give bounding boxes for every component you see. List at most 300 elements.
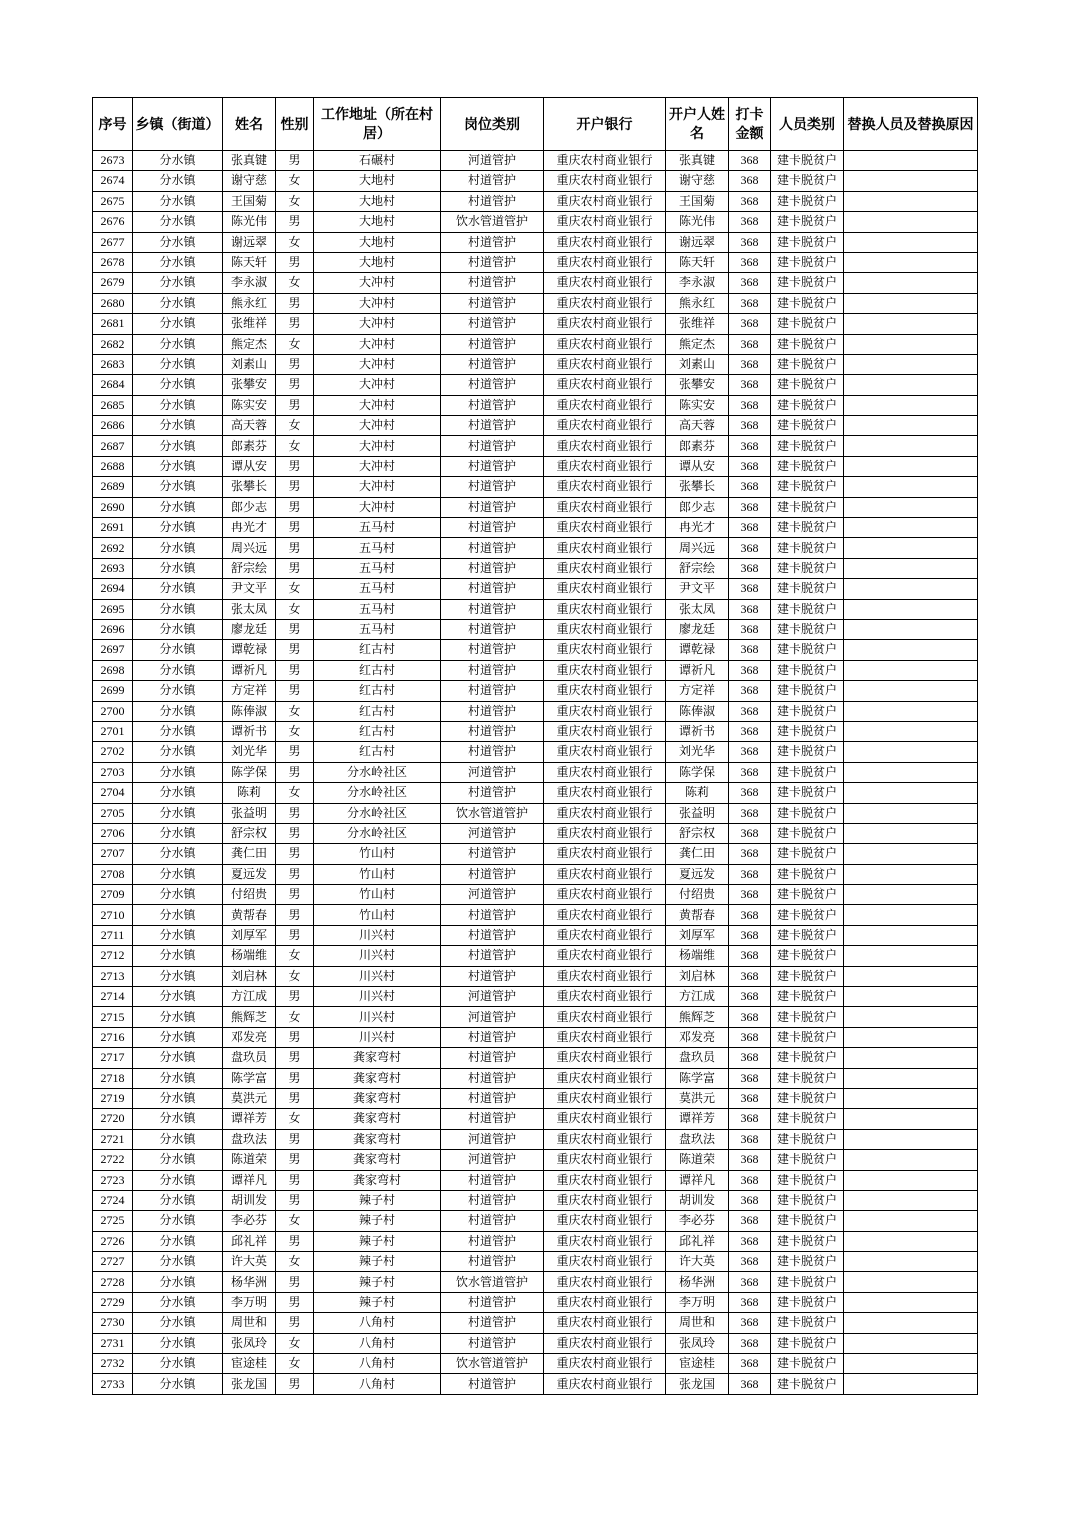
cell-serial: 2712 <box>93 946 133 966</box>
cell-gender: 男 <box>276 1027 314 1047</box>
table-row <box>93 293 978 313</box>
cell-township: 分水镇 <box>133 925 223 945</box>
cell-account-holder: 舒宗权 <box>666 823 729 843</box>
cell-job-category: 村道管护 <box>441 1252 544 1272</box>
cell-village: 竹山村 <box>314 844 441 864</box>
cell-job-category: 村道管护 <box>441 538 544 558</box>
cell-serial: 2718 <box>93 1068 133 1088</box>
cell-account-holder: 郎素芬 <box>666 436 729 456</box>
cell-serial: 2721 <box>93 1129 133 1149</box>
cell-township: 分水镇 <box>133 1333 223 1353</box>
cell-amount: 368 <box>729 1252 771 1272</box>
cell-replacement <box>844 946 978 966</box>
cell-township: 分水镇 <box>133 456 223 476</box>
cell-job-category: 村道管护 <box>441 660 544 680</box>
cell-bank: 重庆农村商业银行 <box>544 273 666 293</box>
cell-gender: 男 <box>276 1129 314 1149</box>
cell-village: 大冲村 <box>314 497 441 517</box>
cell-gender: 男 <box>276 762 314 782</box>
cell-serial: 2708 <box>93 864 133 884</box>
cell-name: 黄帮春 <box>223 905 276 925</box>
cell-person-category: 建卡脱贫户 <box>771 579 844 599</box>
cell-name: 张益明 <box>223 803 276 823</box>
cell-gender: 男 <box>276 1313 314 1333</box>
cell-amount: 368 <box>729 151 771 171</box>
cell-bank: 重庆农村商业银行 <box>544 314 666 334</box>
cell-job-category: 村道管护 <box>441 354 544 374</box>
cell-bank: 重庆农村商业银行 <box>544 395 666 415</box>
cell-name: 方江成 <box>223 987 276 1007</box>
cell-replacement <box>844 273 978 293</box>
cell-bank: 重庆农村商业银行 <box>544 681 666 701</box>
cell-name: 陈道荣 <box>223 1150 276 1170</box>
cell-serial: 2717 <box>93 1048 133 1068</box>
cell-township: 分水镇 <box>133 987 223 1007</box>
cell-person-category: 建卡脱贫户 <box>771 966 844 986</box>
cell-serial: 2679 <box>93 273 133 293</box>
cell-account-holder: 方定祥 <box>666 681 729 701</box>
table-row <box>93 762 978 782</box>
cell-village: 大地村 <box>314 252 441 272</box>
cell-gender: 男 <box>276 640 314 660</box>
cell-village: 八角村 <box>314 1313 441 1333</box>
table-row <box>93 212 978 232</box>
cell-serial: 2697 <box>93 640 133 660</box>
cell-account-holder: 冉光才 <box>666 518 729 538</box>
cell-replacement <box>844 1313 978 1333</box>
cell-amount: 368 <box>729 1109 771 1129</box>
cell-account-holder: 刘厚军 <box>666 925 729 945</box>
cell-bank: 重庆农村商业银行 <box>544 599 666 619</box>
cell-replacement <box>844 681 978 701</box>
cell-name: 胡训发 <box>223 1190 276 1210</box>
table-row <box>93 619 978 639</box>
cell-replacement <box>844 1292 978 1312</box>
cell-township: 分水镇 <box>133 151 223 171</box>
cell-township: 分水镇 <box>133 477 223 497</box>
cell-amount: 368 <box>729 1170 771 1190</box>
cell-gender: 男 <box>276 558 314 578</box>
cell-amount: 368 <box>729 232 771 252</box>
cell-name: 李必芬 <box>223 1211 276 1231</box>
cell-township: 分水镇 <box>133 823 223 843</box>
cell-serial: 2695 <box>93 599 133 619</box>
cell-person-category: 建卡脱贫户 <box>771 1333 844 1353</box>
cell-person-category: 建卡脱贫户 <box>771 619 844 639</box>
cell-village: 川兴村 <box>314 1027 441 1047</box>
cell-account-holder: 张真键 <box>666 151 729 171</box>
cell-village: 大地村 <box>314 232 441 252</box>
cell-person-category: 建卡脱贫户 <box>771 1129 844 1149</box>
cell-job-category: 村道管护 <box>441 1068 544 1088</box>
cell-amount: 368 <box>729 395 771 415</box>
cell-job-category: 村道管护 <box>441 477 544 497</box>
cell-replacement <box>844 823 978 843</box>
cell-amount: 368 <box>729 721 771 741</box>
cell-replacement <box>844 538 978 558</box>
cell-job-category: 河道管护 <box>441 151 544 171</box>
table-row <box>93 925 978 945</box>
cell-amount: 368 <box>729 742 771 762</box>
cell-township: 分水镇 <box>133 538 223 558</box>
cell-serial: 2705 <box>93 803 133 823</box>
cell-serial: 2724 <box>93 1190 133 1210</box>
cell-replacement <box>844 191 978 211</box>
cell-account-holder: 陈实安 <box>666 395 729 415</box>
cell-village: 川兴村 <box>314 925 441 945</box>
cell-gender: 女 <box>276 334 314 354</box>
cell-serial: 2687 <box>93 436 133 456</box>
table-row <box>93 1068 978 1088</box>
cell-account-holder: 莫洪元 <box>666 1088 729 1108</box>
cell-serial: 2693 <box>93 558 133 578</box>
cell-gender: 男 <box>276 314 314 334</box>
cell-gender: 男 <box>276 538 314 558</box>
cell-township: 分水镇 <box>133 599 223 619</box>
cell-replacement <box>844 334 978 354</box>
cell-amount: 368 <box>729 1231 771 1251</box>
cell-bank: 重庆农村商业银行 <box>544 701 666 721</box>
cell-name: 谭乾禄 <box>223 640 276 660</box>
cell-account-holder: 周世和 <box>666 1313 729 1333</box>
cell-bank: 重庆农村商业银行 <box>544 171 666 191</box>
cell-township: 分水镇 <box>133 334 223 354</box>
cell-village: 大冲村 <box>314 395 441 415</box>
cell-village: 红古村 <box>314 701 441 721</box>
cell-account-holder: 邓发亮 <box>666 1027 729 1047</box>
cell-village: 龚家弯村 <box>314 1109 441 1129</box>
cell-name: 郎少志 <box>223 497 276 517</box>
cell-gender: 男 <box>276 1231 314 1251</box>
cell-job-category: 村道管护 <box>441 864 544 884</box>
cell-serial: 2709 <box>93 885 133 905</box>
cell-replacement <box>844 354 978 374</box>
table-row <box>93 681 978 701</box>
cell-township: 分水镇 <box>133 1068 223 1088</box>
cell-township: 分水镇 <box>133 232 223 252</box>
cell-bank: 重庆农村商业银行 <box>544 905 666 925</box>
cell-person-category: 建卡脱贫户 <box>771 885 844 905</box>
cell-bank: 重庆农村商业银行 <box>544 660 666 680</box>
cell-amount: 368 <box>729 1292 771 1312</box>
cell-replacement <box>844 1252 978 1272</box>
cell-amount: 368 <box>729 1190 771 1210</box>
table-row <box>93 1088 978 1108</box>
cell-job-category: 村道管护 <box>441 619 544 639</box>
cell-replacement <box>844 395 978 415</box>
cell-gender: 男 <box>276 1374 314 1394</box>
cell-gender: 男 <box>276 1190 314 1210</box>
cell-replacement <box>844 742 978 762</box>
cell-bank: 重庆农村商业银行 <box>544 518 666 538</box>
cell-township: 分水镇 <box>133 212 223 232</box>
cell-serial: 2699 <box>93 681 133 701</box>
cell-account-holder: 谭祈书 <box>666 721 729 741</box>
cell-gender: 男 <box>276 803 314 823</box>
cell-amount: 368 <box>729 1027 771 1047</box>
table-row <box>93 721 978 741</box>
cell-bank: 重庆农村商业银行 <box>544 497 666 517</box>
cell-bank: 重庆农村商业银行 <box>544 987 666 1007</box>
cell-account-holder: 张维祥 <box>666 314 729 334</box>
cell-township: 分水镇 <box>133 885 223 905</box>
cell-bank: 重庆农村商业银行 <box>544 334 666 354</box>
cell-replacement <box>844 1170 978 1190</box>
cell-gender: 男 <box>276 905 314 925</box>
table-row <box>93 905 978 925</box>
cell-village: 大地村 <box>314 191 441 211</box>
cell-job-category: 村道管护 <box>441 579 544 599</box>
cell-account-holder: 邱礼祥 <box>666 1231 729 1251</box>
cell-account-holder: 刘素山 <box>666 354 729 374</box>
cell-amount: 368 <box>729 477 771 497</box>
cell-township: 分水镇 <box>133 273 223 293</box>
cell-amount: 368 <box>729 681 771 701</box>
table-row <box>93 354 978 374</box>
cell-person-category: 建卡脱贫户 <box>771 1292 844 1312</box>
cell-job-category: 村道管护 <box>441 1170 544 1190</box>
cell-account-holder: 廖龙廷 <box>666 619 729 639</box>
cell-name: 陈学富 <box>223 1068 276 1088</box>
table-row <box>93 497 978 517</box>
cell-name: 熊定杰 <box>223 334 276 354</box>
cell-job-category: 河道管护 <box>441 1007 544 1027</box>
cell-bank: 重庆农村商业银行 <box>544 742 666 762</box>
cell-account-holder: 谢守慈 <box>666 171 729 191</box>
cell-amount: 368 <box>729 456 771 476</box>
cell-gender: 女 <box>276 436 314 456</box>
cell-township: 分水镇 <box>133 293 223 313</box>
cell-bank: 重庆农村商业银行 <box>544 1068 666 1088</box>
cell-amount: 368 <box>729 925 771 945</box>
cell-job-category: 村道管护 <box>441 518 544 538</box>
cell-village: 龚家弯村 <box>314 1048 441 1068</box>
cell-village: 石碾村 <box>314 151 441 171</box>
cell-village: 大冲村 <box>314 375 441 395</box>
cell-gender: 男 <box>276 252 314 272</box>
cell-account-holder: 夏远发 <box>666 864 729 884</box>
cell-bank: 重庆农村商业银行 <box>544 1272 666 1292</box>
cell-job-category: 村道管护 <box>441 925 544 945</box>
cell-job-category: 河道管护 <box>441 762 544 782</box>
cell-account-holder: 许大英 <box>666 1252 729 1272</box>
cell-job-category: 村道管护 <box>441 844 544 864</box>
cell-person-category: 建卡脱贫户 <box>771 864 844 884</box>
cell-person-category: 建卡脱贫户 <box>771 701 844 721</box>
cell-serial: 2674 <box>93 171 133 191</box>
cell-gender: 男 <box>276 375 314 395</box>
cell-job-category: 村道管护 <box>441 416 544 436</box>
cell-job-category: 村道管护 <box>441 1313 544 1333</box>
cell-bank: 重庆农村商业银行 <box>544 579 666 599</box>
cell-name: 邓发亮 <box>223 1027 276 1047</box>
cell-village: 辣子村 <box>314 1272 441 1292</box>
cell-township: 分水镇 <box>133 1048 223 1068</box>
cell-person-category: 建卡脱贫户 <box>771 232 844 252</box>
cell-village: 红古村 <box>314 640 441 660</box>
cell-account-holder: 高天蓉 <box>666 416 729 436</box>
table-row <box>93 987 978 1007</box>
cell-bank: 重庆农村商业银行 <box>544 1129 666 1149</box>
cell-township: 分水镇 <box>133 762 223 782</box>
cell-job-category: 饮水管道管护 <box>441 803 544 823</box>
cell-gender: 女 <box>276 1333 314 1353</box>
cell-person-category: 建卡脱贫户 <box>771 314 844 334</box>
cell-serial: 2696 <box>93 619 133 639</box>
cell-serial: 2730 <box>93 1313 133 1333</box>
cell-bank: 重庆农村商业银行 <box>544 619 666 639</box>
cell-account-holder: 陈道荣 <box>666 1150 729 1170</box>
cell-serial: 2711 <box>93 925 133 945</box>
cell-township: 分水镇 <box>133 1354 223 1374</box>
cell-person-category: 建卡脱贫户 <box>771 1170 844 1190</box>
cell-job-category: 村道管护 <box>441 1374 544 1394</box>
cell-village: 大冲村 <box>314 273 441 293</box>
cell-replacement <box>844 314 978 334</box>
cell-person-category: 建卡脱贫户 <box>771 1027 844 1047</box>
cell-account-holder: 熊辉芝 <box>666 1007 729 1027</box>
table-row <box>93 1150 978 1170</box>
cell-bank: 重庆农村商业银行 <box>544 538 666 558</box>
table-row <box>93 1272 978 1292</box>
cell-job-category: 村道管护 <box>441 334 544 354</box>
table-row <box>93 1374 978 1394</box>
cell-serial: 2690 <box>93 497 133 517</box>
cell-name: 许大英 <box>223 1252 276 1272</box>
cell-gender: 女 <box>276 1109 314 1129</box>
table-row <box>93 660 978 680</box>
cell-person-category: 建卡脱贫户 <box>771 1109 844 1129</box>
cell-township: 分水镇 <box>133 1231 223 1251</box>
cell-job-category: 村道管护 <box>441 375 544 395</box>
cell-replacement <box>844 579 978 599</box>
cell-serial: 2729 <box>93 1292 133 1312</box>
cell-job-category: 河道管护 <box>441 823 544 843</box>
cell-village: 分水岭社区 <box>314 762 441 782</box>
cell-serial: 2685 <box>93 395 133 415</box>
cell-name: 莫洪元 <box>223 1088 276 1108</box>
cell-bank: 重庆农村商业银行 <box>544 1211 666 1231</box>
cell-amount: 368 <box>729 1129 771 1149</box>
cell-bank: 重庆农村商业银行 <box>544 1088 666 1108</box>
cell-name: 夏远发 <box>223 864 276 884</box>
cell-replacement <box>844 721 978 741</box>
cell-gender: 男 <box>276 987 314 1007</box>
cell-person-category: 建卡脱贫户 <box>771 783 844 803</box>
cell-gender: 女 <box>276 946 314 966</box>
cell-replacement <box>844 1354 978 1374</box>
cell-person-category: 建卡脱贫户 <box>771 497 844 517</box>
cell-township: 分水镇 <box>133 252 223 272</box>
cell-village: 龚家弯村 <box>314 1170 441 1190</box>
header-account-holder: 开户人姓名 <box>666 98 729 151</box>
cell-account-holder: 李必芬 <box>666 1211 729 1231</box>
cell-serial: 2713 <box>93 966 133 986</box>
cell-name: 刘启林 <box>223 966 276 986</box>
cell-serial: 2678 <box>93 252 133 272</box>
cell-name: 谭从安 <box>223 456 276 476</box>
cell-name: 张太凤 <box>223 599 276 619</box>
cell-township: 分水镇 <box>133 1211 223 1231</box>
cell-job-category: 村道管护 <box>441 905 544 925</box>
table-row <box>93 538 978 558</box>
cell-bank: 重庆农村商业银行 <box>544 844 666 864</box>
cell-village: 大冲村 <box>314 416 441 436</box>
cell-gender: 女 <box>276 721 314 741</box>
cell-township: 分水镇 <box>133 354 223 374</box>
cell-amount: 368 <box>729 1374 771 1394</box>
cell-bank: 重庆农村商业银行 <box>544 1374 666 1394</box>
cell-account-holder: 谭乾禄 <box>666 640 729 660</box>
cell-replacement <box>844 1374 978 1394</box>
cell-serial: 2731 <box>93 1333 133 1353</box>
cell-gender: 女 <box>276 579 314 599</box>
cell-name: 陈光伟 <box>223 212 276 232</box>
cell-replacement <box>844 1129 978 1149</box>
cell-amount: 368 <box>729 252 771 272</box>
cell-job-category: 村道管护 <box>441 293 544 313</box>
cell-gender: 男 <box>276 1150 314 1170</box>
cell-serial: 2725 <box>93 1211 133 1231</box>
table-row <box>93 171 978 191</box>
cell-village: 辣子村 <box>314 1190 441 1210</box>
cell-bank: 重庆农村商业银行 <box>544 1333 666 1353</box>
table-row <box>93 232 978 252</box>
table-row <box>93 1354 978 1374</box>
cell-account-holder: 王国菊 <box>666 191 729 211</box>
table-row <box>93 518 978 538</box>
cell-replacement <box>844 599 978 619</box>
cell-gender: 女 <box>276 191 314 211</box>
cell-amount: 368 <box>729 558 771 578</box>
cell-job-category: 村道管护 <box>441 1292 544 1312</box>
cell-village: 大冲村 <box>314 456 441 476</box>
personnel-roster-table <box>92 97 978 1395</box>
header-person-category: 人员类别 <box>771 98 844 151</box>
cell-bank: 重庆农村商业银行 <box>544 925 666 945</box>
cell-account-holder: 李万明 <box>666 1292 729 1312</box>
cell-name: 舒宗权 <box>223 823 276 843</box>
cell-replacement <box>844 497 978 517</box>
cell-bank: 重庆农村商业银行 <box>544 1170 666 1190</box>
cell-replacement <box>844 1231 978 1251</box>
cell-person-category: 建卡脱贫户 <box>771 518 844 538</box>
cell-serial: 2703 <box>93 762 133 782</box>
cell-gender: 男 <box>276 293 314 313</box>
cell-amount: 368 <box>729 579 771 599</box>
cell-bank: 重庆农村商业银行 <box>544 640 666 660</box>
cell-account-holder: 尹文平 <box>666 579 729 599</box>
cell-name: 陈实安 <box>223 395 276 415</box>
cell-person-category: 建卡脱贫户 <box>771 599 844 619</box>
table-row <box>93 456 978 476</box>
cell-replacement <box>844 783 978 803</box>
cell-village: 红古村 <box>314 742 441 762</box>
cell-person-category: 建卡脱贫户 <box>771 1088 844 1108</box>
cell-gender: 男 <box>276 456 314 476</box>
cell-name: 谭祈凡 <box>223 660 276 680</box>
cell-name: 杨端维 <box>223 946 276 966</box>
cell-person-category: 建卡脱贫户 <box>771 844 844 864</box>
cell-person-category: 建卡脱贫户 <box>771 1354 844 1374</box>
cell-amount: 368 <box>729 660 771 680</box>
cell-amount: 368 <box>729 518 771 538</box>
cell-person-category: 建卡脱贫户 <box>771 803 844 823</box>
cell-amount: 368 <box>729 1333 771 1353</box>
cell-bank: 重庆农村商业银行 <box>544 1109 666 1129</box>
header-serial: 序号 <box>93 98 133 151</box>
table-row <box>93 1190 978 1210</box>
